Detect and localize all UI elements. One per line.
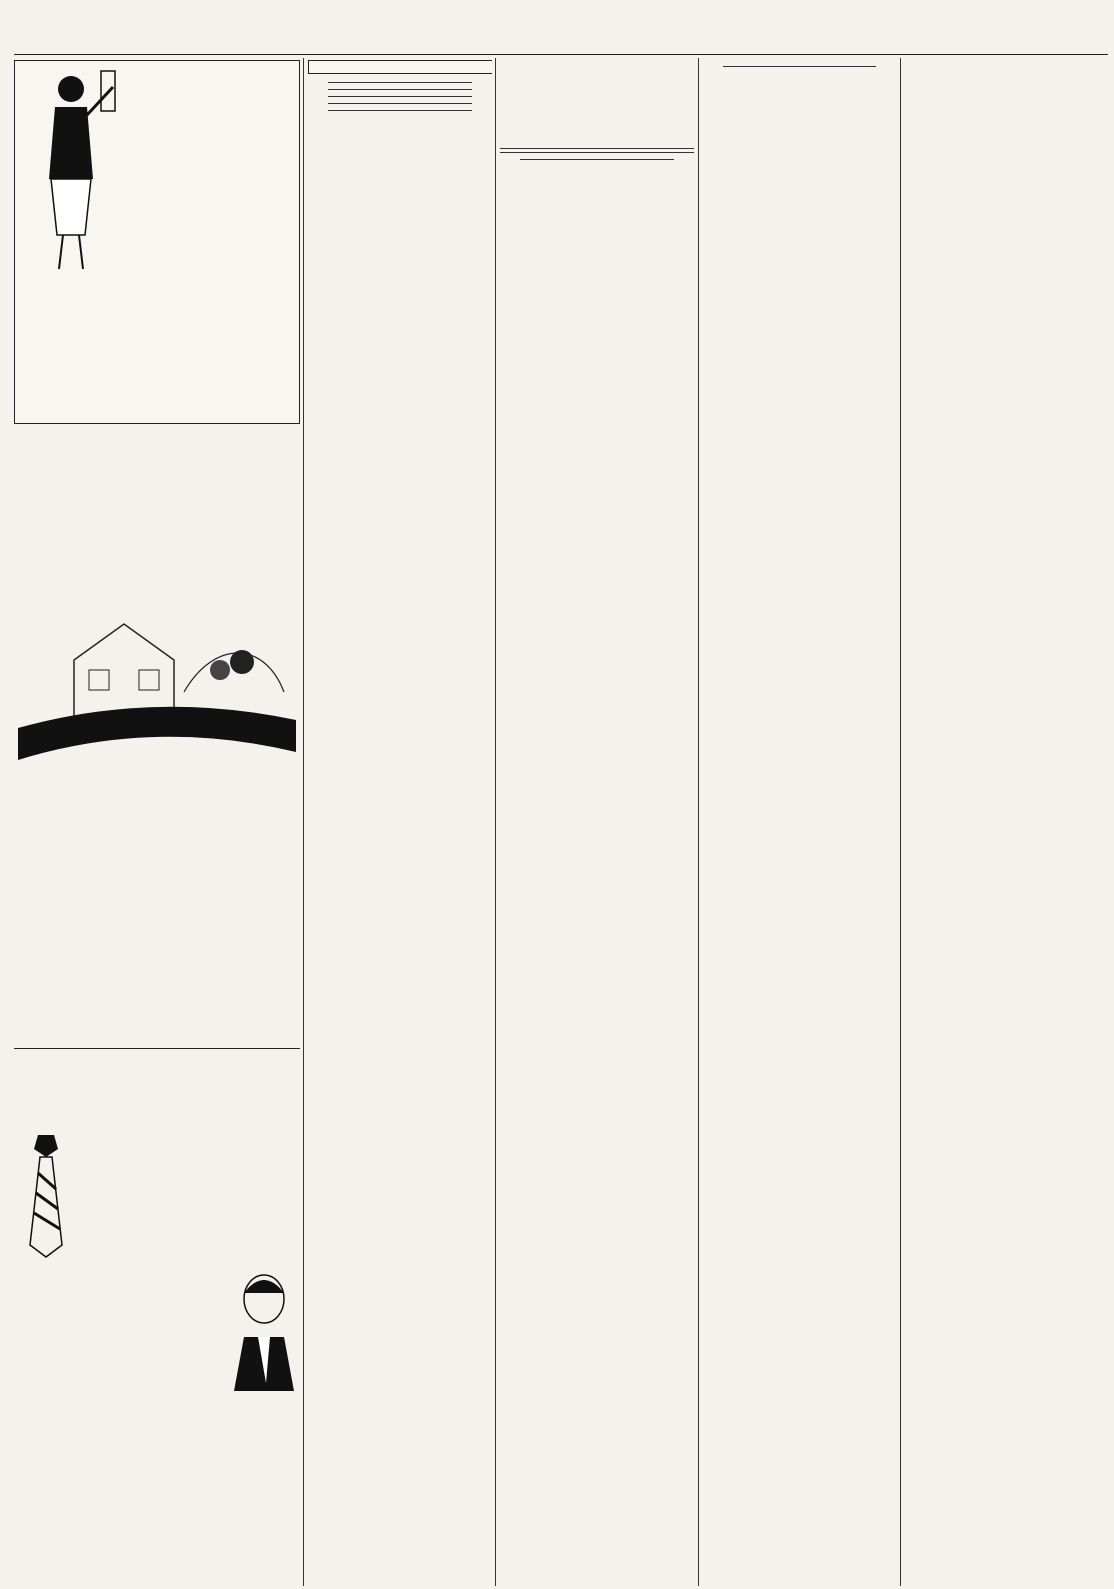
page-header xyxy=(16,26,1106,52)
house-illustration xyxy=(14,600,300,790)
column-rule xyxy=(303,58,304,1586)
everybodys-pictures-ad xyxy=(308,60,492,74)
divider xyxy=(520,159,674,160)
column-rule xyxy=(698,58,699,1586)
column-rule xyxy=(495,58,496,1586)
column-rule xyxy=(900,58,901,1586)
divider xyxy=(500,148,694,149)
addisons-ad xyxy=(14,60,300,424)
divider xyxy=(328,89,472,90)
divider xyxy=(328,96,472,97)
stopforth-price-list xyxy=(20,1265,228,1313)
column-editorial xyxy=(500,142,694,1580)
column-advertisements xyxy=(14,60,300,1580)
column-notices xyxy=(308,60,492,1580)
header-rule xyxy=(14,54,1108,55)
divider xyxy=(328,110,472,111)
tie-illustration xyxy=(18,1129,74,1259)
lady-figure-illustration xyxy=(21,67,117,277)
divider xyxy=(328,82,472,83)
man-portrait-illustration xyxy=(228,1263,298,1393)
divider xyxy=(500,152,694,153)
column-local-news xyxy=(703,60,896,1580)
stopforth-ad xyxy=(14,1049,300,1580)
harleys-ad xyxy=(14,432,300,1042)
divider xyxy=(723,66,876,67)
divider xyxy=(328,103,472,104)
